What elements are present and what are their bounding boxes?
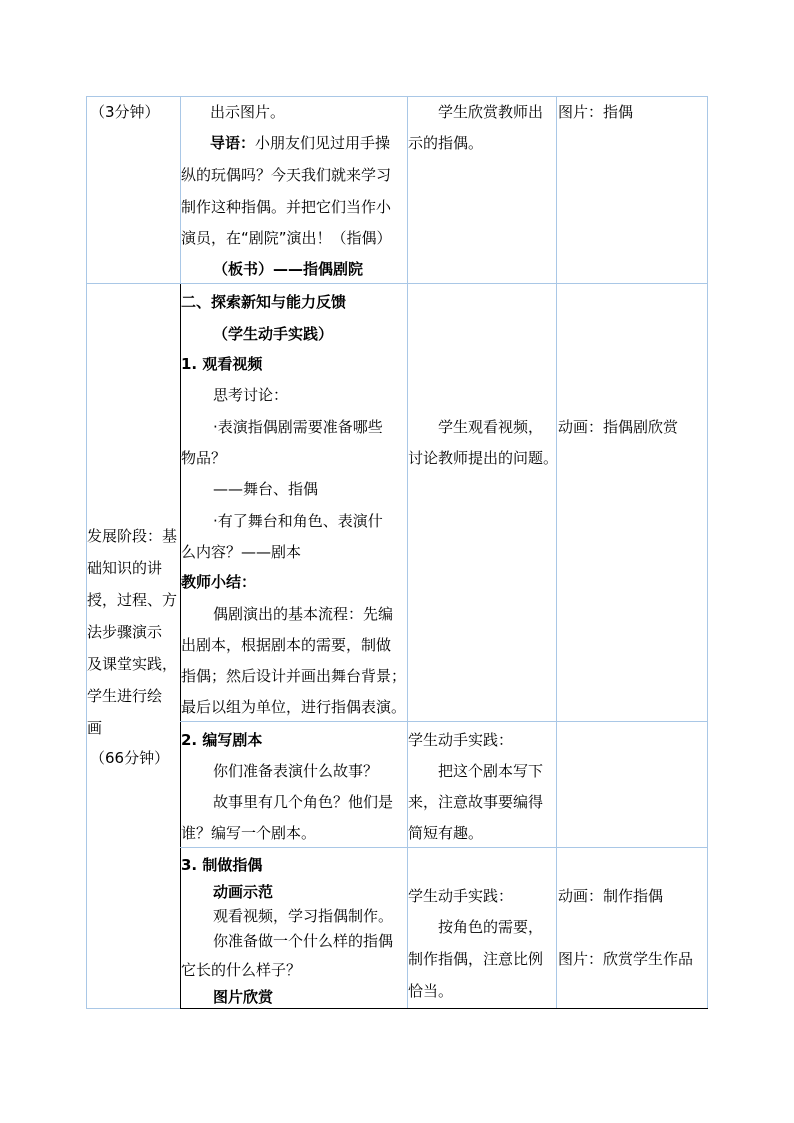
table-border-bottom [86,1008,180,1009]
section-heading: 二、探索新知与能力反馈 [181,293,347,311]
table-border-col4 [556,96,557,1009]
student-text: 恰当。 [408,982,454,1000]
teacher-text: 物品？ [181,449,227,467]
teacher-text: ·表演指偶剧需要准备哪些 [213,418,383,436]
row-divider-2 [180,721,708,722]
lead-text: 小朋友们见过用手操 [255,134,391,152]
teacher-text: 制作这种指偶。并把它们当作小 [181,198,392,216]
teacher-text [210,133,390,153]
student-text: 讨论教师提出的问题。 [408,449,559,467]
student-text: 学生观看视频， [438,418,544,436]
teacher-text: 谁？编写一个剧本。 [181,824,317,842]
stage-label: 授，过程、方 [87,591,178,609]
student-text: 学生动手实践： [408,731,514,749]
student-text: 简短有趣。 [408,824,484,842]
row-divider-3 [180,847,708,848]
media-text: 动画：制作指偶 [558,887,664,905]
step-heading: 1. 观看视频 [181,355,263,373]
stage-label: 础知识的讲 [87,559,163,577]
media-text: 动画：指偶剧欣赏 [558,418,679,436]
media-text: 图片：欣赏学生作品 [558,950,694,968]
teacher-text: 偶剧演出的基本流程：先编 [213,605,394,623]
table-border-col3 [407,96,408,1009]
table-border-top [86,96,708,97]
table-border-bottom-dark [180,1008,708,1009]
teacher-text: 你准备做一个什么样的指偶 [213,932,394,950]
teacher-text: 你们准备表演什么故事？ [213,762,379,780]
teacher-text: ·有了舞台和角色、表演什 [213,512,383,530]
teacher-text: 观看视频，学习指偶制作。 [213,907,394,925]
teacher-text: 故事里有几个角色？他们是 [213,793,394,811]
student-text: 学生动手实践： [408,887,514,905]
stage-label: 发展阶段：基 [87,527,178,545]
student-text: 制作指偶，注意比例 [408,950,544,968]
teacher-text: 最后以组为单位，进行指偶表演。 [181,698,407,716]
teacher-text: 思考讨论： [213,386,289,404]
media-text: 图片：指偶 [558,103,634,121]
teacher-text: 么内容？——剧本 [181,543,302,561]
section-subheading: （学生动手实践） [213,325,334,343]
student-text: 学生欣赏教师出 [438,103,544,121]
teacher-text: 出剧本，根据剧本的需要，制做 [181,636,392,654]
stage-label: 法步骤演示 [87,623,163,641]
gallery-heading: 图片欣赏 [213,988,274,1006]
board-title: （板书）——指偶剧院 [213,260,364,278]
stage-time-intro: （3分钟） [90,103,160,121]
stage-label: 及课堂实践， [87,655,178,673]
stage-time: （66分钟） [90,749,170,767]
summary-heading: 教师小结： [181,573,257,591]
stage-label: 画 [87,719,103,737]
demo-heading: 动画示范 [213,883,274,901]
table-border-right [707,96,708,1009]
student-text: 把这个剧本写下 [438,762,544,780]
teacher-text: ——舞台、指偶 [213,480,319,498]
step-heading: 2. 编写剧本 [181,731,263,749]
teacher-text: 出示图片。 [210,103,286,121]
row-divider-1 [86,283,708,284]
step-heading: 3. 制做指偶 [181,856,263,874]
student-text: 来，注意故事要编得 [408,793,544,811]
student-text: 按角色的需要， [438,918,544,936]
student-text: 示的指偶。 [408,134,484,152]
teacher-text: 指偶；然后设计并画出舞台背景； [181,667,407,685]
lead-label: 导语： [210,134,256,152]
stage-label: 学生进行绘 [87,687,163,705]
teacher-text: 演员，在“剧院”演出！（指偶） [181,229,392,247]
table-border-left [86,96,87,1009]
teacher-text: 纵的玩偶吗？今天我们就来学习 [181,166,392,184]
teacher-text: 它长的什么样子？ [181,961,302,979]
